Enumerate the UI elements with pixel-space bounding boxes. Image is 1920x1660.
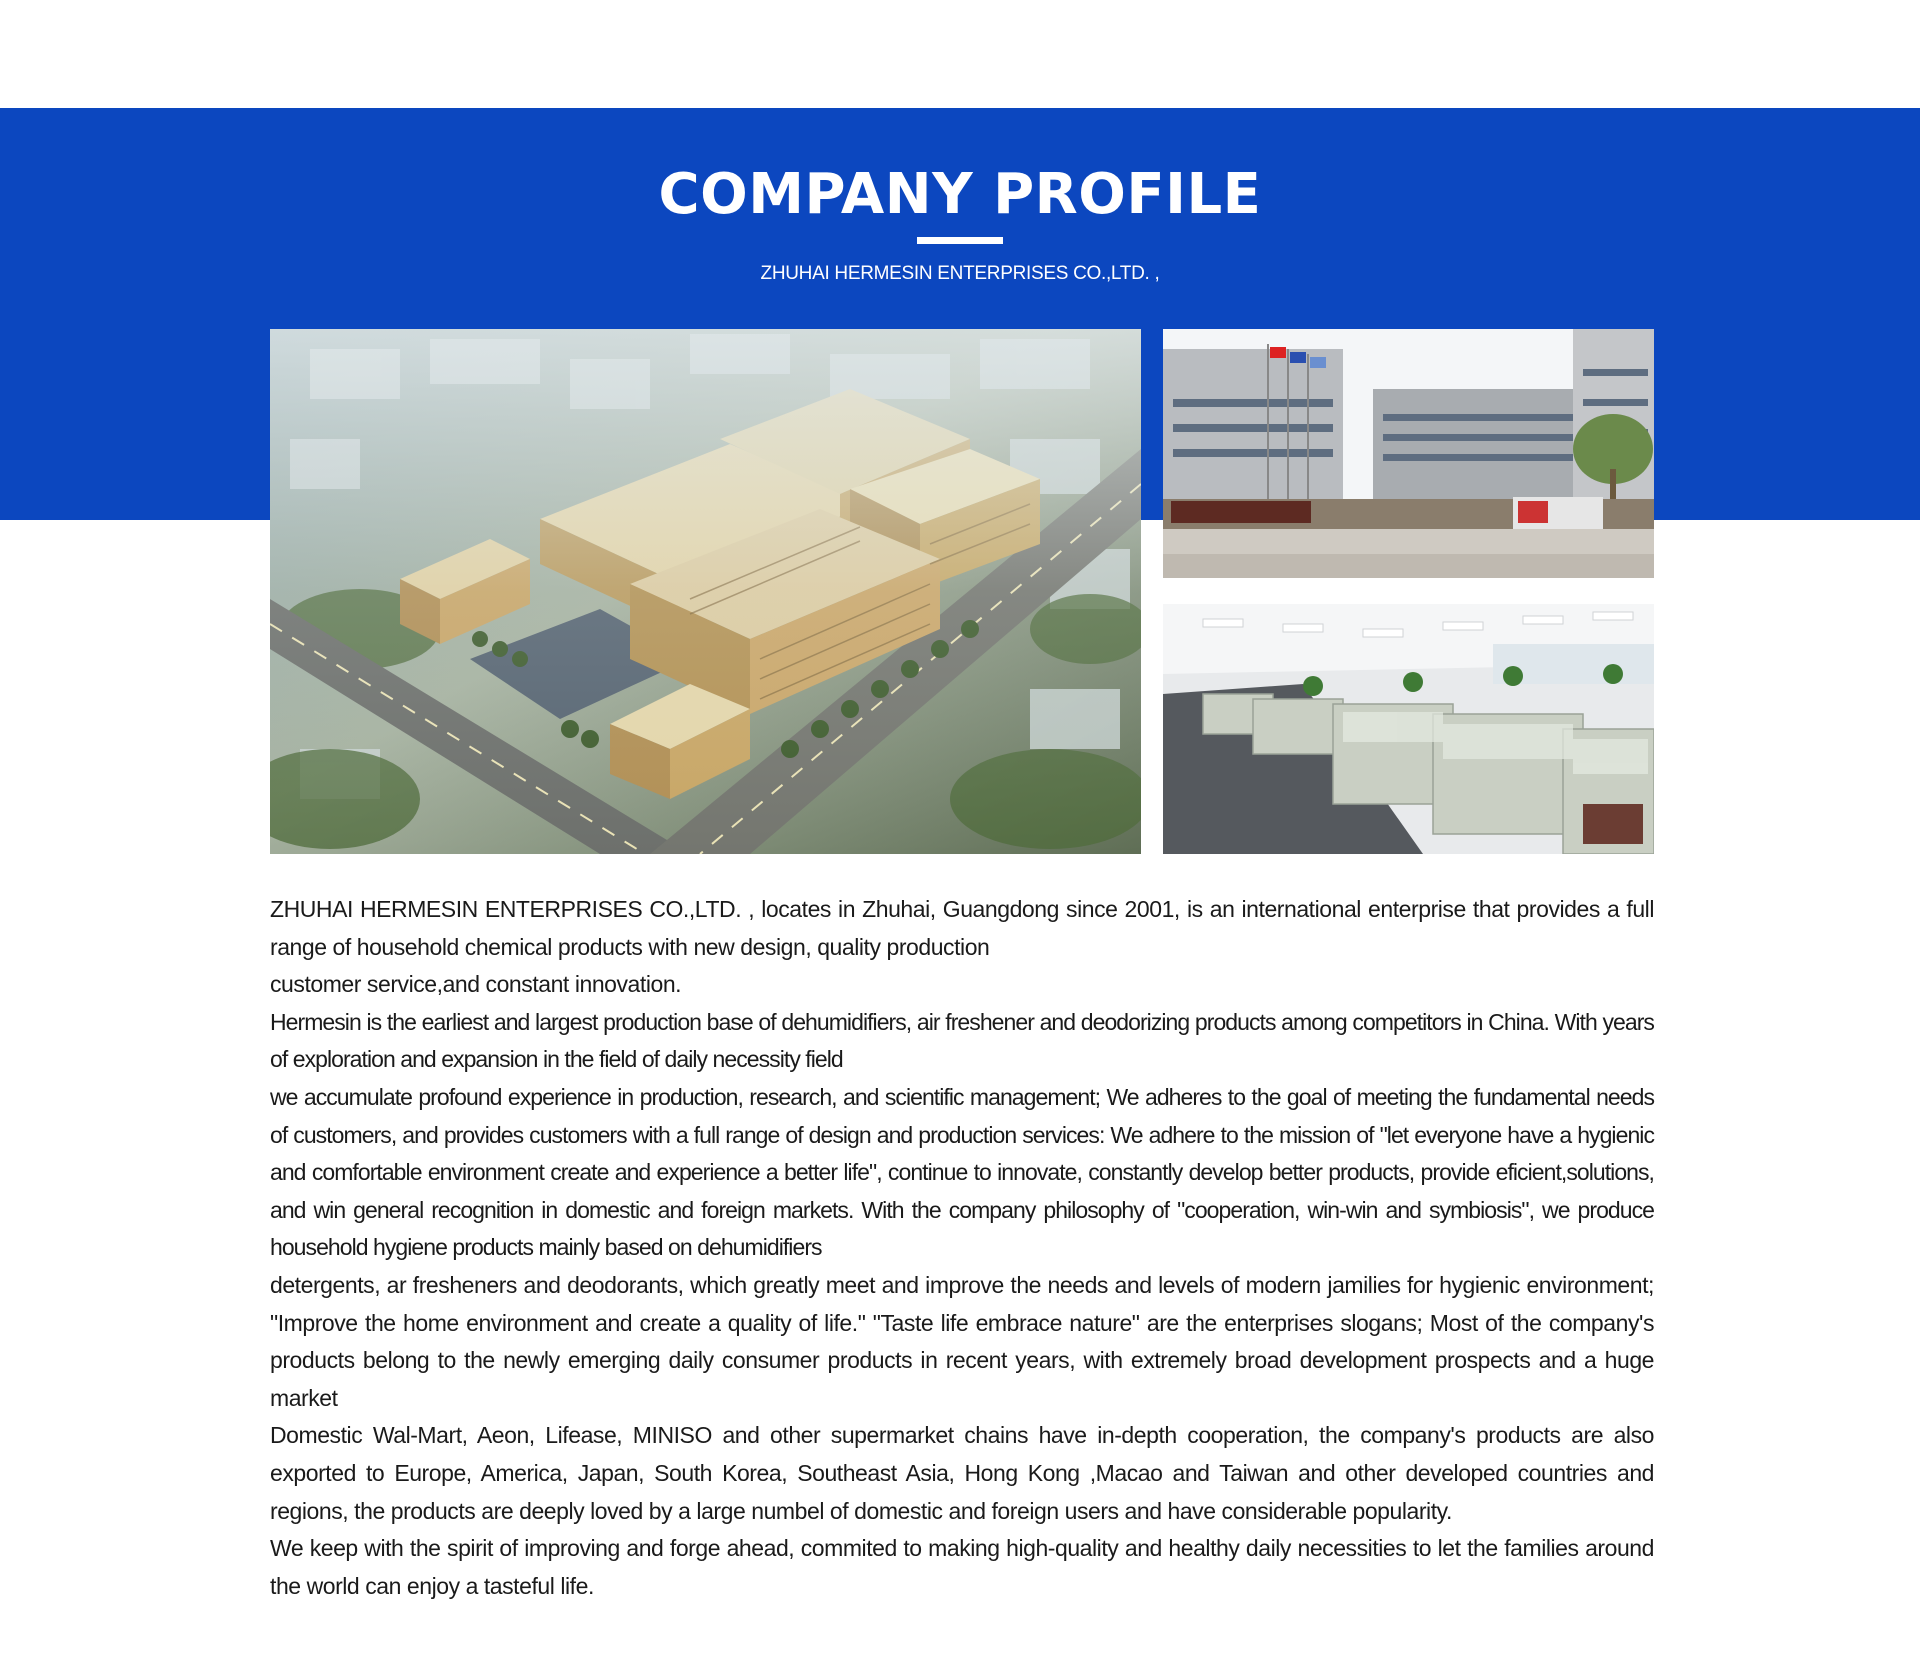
intro-paragraph: Domestic Wal-Mart, Aeon, Lifease, MINISO and other supermarket chains have in-depth cooperation, the company's products are also exported to Europe, America, Japan, South Korea, Southeast Asia, Hong Kong ,Macao and Taiwan and other developed countries and regions, the products are deeply loved by a large numbel of domestic and foreign users and have considerable popularity.	[270, 1422, 1654, 1524]
intro-paragraph: Hermesin is the earliest and largest production base of dehumidifiers, air freshener and deodorizing products among competitors in China. With years of exploration and expansion in the field of daily necessity field	[270, 1008, 1654, 1073]
aerial-campus-illustration	[270, 329, 1141, 854]
intro-paragraph: ZHUHAI HERMESIN ENTERPRISES CO.,LTD. , locates in Zhuhai, Guangdong since 2001, is an international enterprise that provides a full range of household chemical products with new design, quality production	[270, 896, 1654, 960]
intro-paragraph: detergents, ar fresheners and deodorants, which greatly meet and improve the needs and levels of modern jamilies for hygienic environment; "Improve the home environment and create a quality of life." "Taste life embrace nature" are the enterprises slogans; Most of the company's products belong to the newly emerging daily consumer products in recent years, with extremely broad development prospects and a huge market	[270, 1271, 1654, 1411]
aerial-campus-photo	[270, 329, 1141, 854]
company-introduction	[270, 891, 1654, 1605]
title-underline	[917, 237, 1003, 244]
office-interior-illustration	[1163, 604, 1654, 854]
intro-paragraph: customer service,and constant innovation.	[270, 971, 682, 998]
company-gate-photo	[1163, 329, 1654, 578]
company-gate-illustration	[1163, 329, 1654, 578]
office-interior-photo	[1163, 604, 1654, 854]
page-title: COMPANY PROFILE	[658, 162, 1262, 227]
company-name-subtitle: ZHUHAI HERMESIN ENTERPRISES CO.,LTD. ,	[760, 263, 1160, 284]
intro-paragraph: we accumulate profound experience in production, research, and scientific management; We adheres to the goal of meeting the fundamental needs of customers, and provides customers with a full range of design and production services: We adhere to the mission of "let everyone have a hygienic and comfortable environment create and experience a better life", continue to innovate, constantly develop better products, provide eficient,solutions, and win general recognition in domestic and foreign markets. With the company philosophy of "cooperation, win-win and symbiosis", we produce household hygiene products mainly based on dehumidifiers	[270, 1083, 1654, 1261]
intro-paragraph: We keep with the spirit of improving and forge ahead, commited to making high-quality and healthy daily necessities to let the families around the world can enjoy a tasteful life.	[270, 1535, 1654, 1599]
